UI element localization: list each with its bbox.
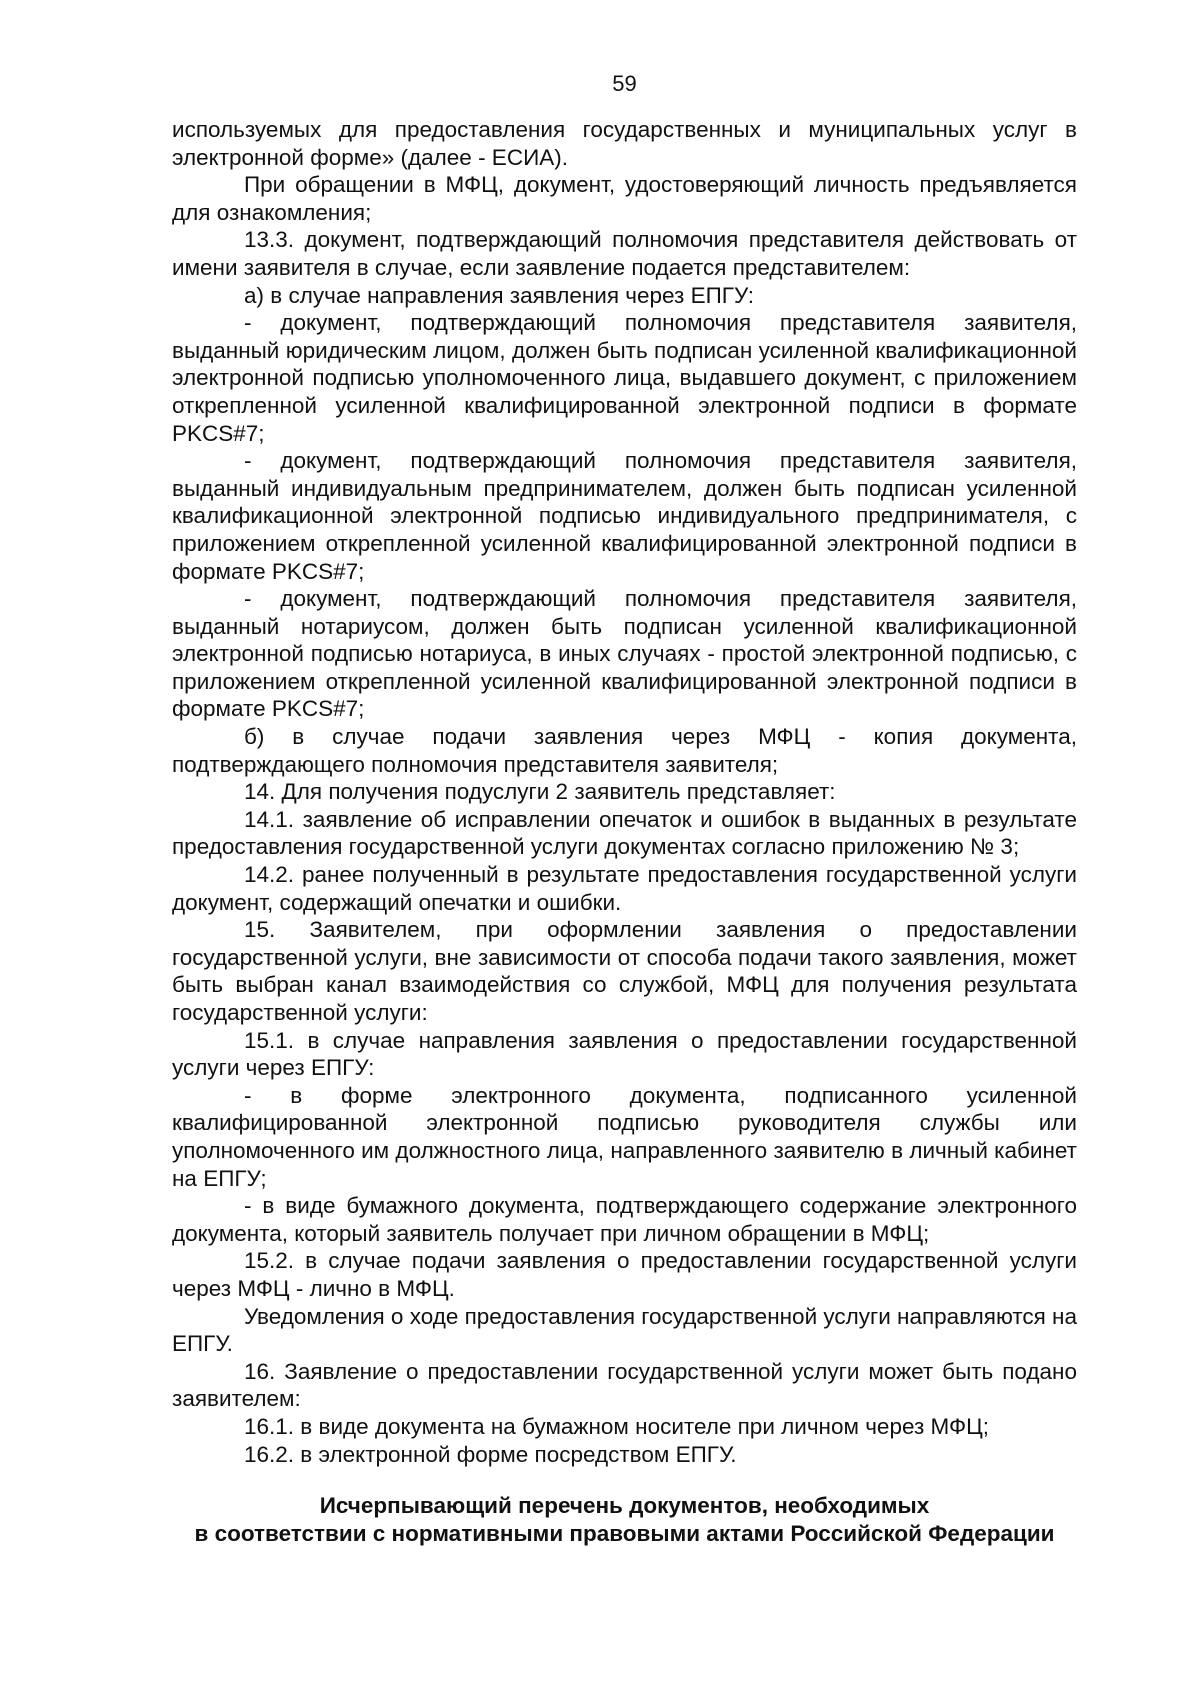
paragraph-notifications: Уведомления о ходе предоставления государственной услуги направляются на ЕПГУ. bbox=[172, 1303, 1077, 1357]
page-number: 59 bbox=[612, 71, 637, 96]
paragraph-entrepreneur: - документ, подтверждающий полномочия представителя заявителя, выданный индивидуальным предпринимателем, должен быть подписан усиленной квалификационной электронной подписью индивидуального предпринимателя, с приложением открепленной усиленной квалифицированной электронной подписи в формате PKCS#7; bbox=[172, 448, 1077, 584]
paragraph-13-3-a: а) в случае направления заявления через ЕПГУ: bbox=[244, 282, 755, 308]
paragraph-13-3-b: б) в случае подачи заявления через МФЦ - копия документа, подтверждающего полномочия представителя заявителя; bbox=[172, 724, 1077, 777]
document-body bbox=[172, 116, 1077, 1468]
paragraph-esia-continuation: используемых для предоставления государственных и муниципальных услуг в электронной форме» (далее - ЕСИА). bbox=[172, 117, 1077, 170]
paragraph-notary: - документ, подтверждающий полномочия представителя заявителя, выданный нотариусом, должен быть подписан усиленной квалификационной электронной подписью нотариуса, в иных случаях - простой электронной подписью, с приложением открепленной усиленной квалифицированной электронной подписи в формате PKCS#7; bbox=[172, 586, 1077, 722]
paragraph-15-1-paper: - в виде бумажного документа, подтверждающего содержание электронного документа, который заявитель получает при личном обращении в МФЦ; bbox=[172, 1193, 1077, 1246]
paragraph-14: 14. Для получения подуслуги 2 заявитель представляет: bbox=[244, 779, 836, 805]
paragraph-15-1: 15.1. в случае направления заявления о предоставлении государственной услуги через ЕПГУ: bbox=[172, 1027, 1077, 1081]
paragraph-legal-entity: - документ, подтверждающий полномочия представителя заявителя, выданный юридическим лицом, должен быть подписан усиленной квалификационной электронной подписью уполномоченного лица, выдавшего документ, с приложением открепленной усиленной квалифицированной электронной подписи в формате PKCS#7; bbox=[172, 310, 1077, 446]
paragraph-mfc-identity: При обращении в МФЦ, документ, удостоверяющий личность предъявляется для ознакомления; bbox=[172, 172, 1077, 225]
paragraph-13-3: 13.3. документ, подтверждающий полномочия представителя действовать от имени заявителя в случае, если заявление подается представителем: bbox=[172, 227, 1077, 280]
paragraph-14-1: 14.1. заявление об исправлении опечаток и ошибок в выданных в результате предоставления государственной услуги документах согласно приложению № 3; bbox=[172, 806, 1077, 860]
paragraph-15-1-electronic: - в форме электронного документа, подписанного усиленной квалифицированной электронной подписью руководителя службы или уполномоченного им должностного лица, направленного заявителю в личный кабинет на ЕПГУ; bbox=[172, 1082, 1077, 1191]
paragraph-15-2: 15.2. в случае подачи заявления о предоставлении государственной услуги через МФЦ - лично в МФЦ. bbox=[172, 1248, 1077, 1301]
paragraph-15: 15. Заявителем, при оформлении заявления о предоставлении государственной услуги, вне зависимости от способа подачи такого заявления, может быть выбран канал взаимодействия со службой, МФЦ для получения результата государственной услуги: bbox=[172, 917, 1077, 1025]
section-heading-line-1: Исчерпывающий перечень документов, необходимых bbox=[319, 1493, 930, 1519]
section-heading-line-2: в соответствии с нормативными правовыми актами Российской Федерации bbox=[194, 1521, 1055, 1547]
paragraph-14-2: 14.2. ранее полученный в результате предоставления государственной услуги документ, содержащий опечатки и ошибки. bbox=[172, 862, 1077, 915]
section-heading bbox=[172, 1492, 1077, 1548]
paragraph-16-1: 16.1. в виде документа на бумажном носителе при личном через МФЦ; bbox=[244, 1413, 990, 1439]
paragraph-16: 16. Заявление о предоставлении государственной услуги может быть подано заявителем: bbox=[172, 1358, 1077, 1412]
paragraph-16-2: 16.2. в электронной форме посредством ЕПГУ. bbox=[244, 1441, 737, 1467]
